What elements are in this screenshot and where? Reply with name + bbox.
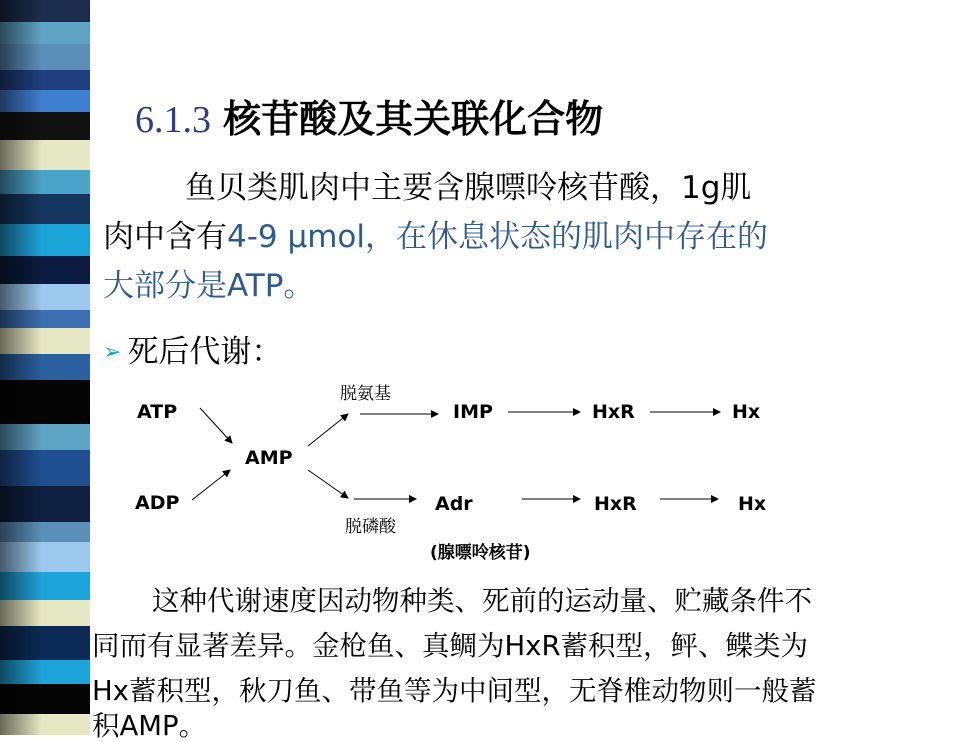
bullet-item xyxy=(103,326,282,371)
arrow-bullet-icon: ➢ xyxy=(103,340,122,365)
intro-line-1: 鱼贝类肌肉中主要含腺嘌呤核苷酸，1g肌 xyxy=(185,170,752,206)
section-number: 6.1.3 xyxy=(135,99,211,141)
node-hx-1: Hx xyxy=(732,401,761,423)
node-atp: ATP xyxy=(137,401,178,423)
node-hx-2: Hx xyxy=(738,493,767,515)
arrow-atp-amp xyxy=(200,408,232,443)
label-dephosphorylation: 脱磷酸 xyxy=(345,517,396,537)
arrow-amp-down xyxy=(308,470,348,498)
node-hxr-1: HxR xyxy=(592,401,635,423)
section-title: 核苷酸及其关联化合物 xyxy=(223,96,604,141)
bullet-text: 死后代谢： xyxy=(127,334,283,370)
metabolism-diagram xyxy=(120,370,820,570)
slide-title xyxy=(135,88,603,143)
node-adr: Adr xyxy=(435,493,473,515)
conclusion-line-2: 同而有显著差异。金枪鱼、真鲷为HxR蓄积型，鲆、鲽类为 xyxy=(92,630,809,662)
arrow-adp-amp xyxy=(192,470,230,500)
arrow-amp-up xyxy=(308,414,348,446)
node-imp: IMP xyxy=(453,401,493,423)
intro-line-2 xyxy=(103,213,768,262)
intro-line-2-black: 肉中含有 xyxy=(103,219,227,255)
node-hxr-2: HxR xyxy=(594,493,637,515)
conclusion-line-1: 这种代谢速度因动物种类、死前的运动量、贮藏条件不 xyxy=(152,585,812,617)
label-deamination: 脱氨基 xyxy=(340,384,391,404)
conclusion-line-4: 积AMP。 xyxy=(92,710,207,742)
intro-line-3: 大部分是ATP。 xyxy=(103,268,315,304)
node-adp: ADP xyxy=(135,492,180,514)
intro-line-2-blue: 4-9 μmol，在休息状态的肌肉中存在的 xyxy=(227,219,768,255)
decorative-stripe xyxy=(0,0,90,735)
adr-note: (腺嘌呤核苷) xyxy=(430,543,531,563)
node-amp: AMP xyxy=(245,447,293,469)
conclusion-line-3: Hx蓄积型，秋刀鱼、带鱼等为中间型，无脊椎动物则一般蓄 xyxy=(92,675,817,707)
